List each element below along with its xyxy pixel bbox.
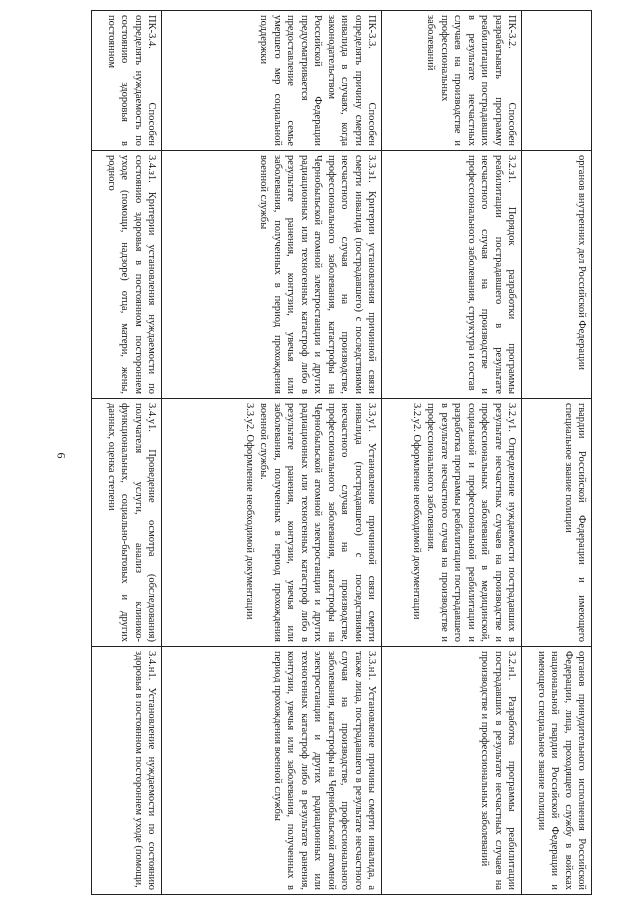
cell-text: органов принудительного исполнения Российской Федерации, лица, проходящего службу в войсках национальной гвардии Российской Федерации и имеющего специальное звание полиции	[535, 651, 587, 890]
cell-text: 3.3.н1. Установление причины смерти инвалида, а также лица, пострадавшего в результате несчастного случая на производстве, профессионального заболевания, катастрофы на Чернобыльской атомной электростанции и других радиационных или техногенных катастроф либо в результате ранения, контузии, увечья или заболевания, полученных в период прохождения военной службы	[271, 651, 377, 890]
cell-text: 3.4.н1. Установление нуждаемости по состоянию здоровья в постоянном постороннем уходе (помощи,	[132, 651, 157, 890]
knowledge-cell	[162, 151, 382, 399]
table-row	[382, 11, 522, 895]
cell-text: 3.2.н1. Разработка программы реабилитации пострадавших в результате несчастных случаев на производстве и профессиональных заболеваний	[479, 651, 517, 890]
cell-text: 3.4.у1. Проведение осмотра (обследования) получателя услуги, анализ клинико-функциональных, социально-бытовых и других данных, оценка степени	[105, 403, 157, 642]
competency-cell	[522, 11, 592, 151]
practice-cell	[382, 647, 522, 895]
cell-text: органов внутренних дел Российской Федерации	[576, 155, 587, 370]
table-row	[92, 11, 162, 895]
competency-table	[91, 10, 592, 895]
rotated-table-container	[92, 10, 592, 894]
skills-cell	[522, 399, 592, 647]
cell-text: 3.3.у2. Оформление необходимой документации	[244, 403, 256, 620]
cell-text: 3.4.з1. Критерии установления нуждаемости по состоянию здоровья в постоянном постороннем уходе (помощи, надзоре) отца, матери, жены, родного	[105, 155, 157, 394]
cell-text: 3.2.у1. Определение нуждаемости пострадавших в результате несчастных случаев на производстве и профессиональных заболеваний в медицинской, социальной и профессиональной реабилитации и разработка программы реабилитации пострадавшего в результате несчастного случая на производстве и профессионального заболевания.	[425, 403, 517, 642]
practice-cell	[162, 647, 382, 895]
table-row	[162, 11, 382, 895]
cell-text: гвардии Российской Федерации и имеющего специальное звание полиции	[562, 403, 587, 642]
skills-cell	[382, 399, 522, 647]
cell-text: 3.3.у1. Установление причинной связи смерти инвалида (пострадавшего) с последствиями несчастного случая на производстве, профессионального заболевания, катастрофы на Чернобыльской атомной электростанции и других радиационных или техногенных катастроф либо в результате ранения, контузии, увечья или заболевания, полученных в период прохождения военной службы.	[258, 403, 377, 642]
page-number: 6	[54, 452, 69, 459]
cell-text: 3.2.з1. Порядок разработки программы реабилитации пострадавшего в результате несчастного случая на производстве и профессионального заболевания, структура и состав	[465, 155, 517, 394]
cell-text: ПК-3.4. Способен определять нуждаемость по состоянию здоровья в постоянном	[105, 15, 157, 146]
competency-cell	[162, 11, 382, 151]
competency-cell	[92, 11, 162, 151]
table-row	[522, 11, 592, 895]
cell-text: 3.3.з1. Критерии установления причинной связи смерти инвалида (пострадавшего) с последствиями несчастного случая на производстве, профессионального заболевания, катастрофы на Чернобыльской атомной электростанции и других радиационных или техногенных катастроф либо в результате ранения, контузии, увечья или заболевания, полученных в период прохождения военной службы	[258, 155, 377, 394]
practice-cell	[522, 647, 592, 895]
skills-cell	[162, 399, 382, 647]
cell-text: ПК-3.3. Способен определять причину смерти инвалида в случаях, когда законодательством Российской Федерации предусматривается предоставление семье умершего мер социальной поддержки	[258, 15, 377, 146]
practice-cell	[92, 647, 162, 895]
knowledge-cell	[382, 151, 522, 399]
skills-cell	[92, 399, 162, 647]
cell-text: 3.2.у2. Оформление необходимой документации	[410, 403, 422, 620]
competency-cell	[382, 11, 522, 151]
cell-text: ПК-3.2. Способен разрабатывать программу реабилитации пострадавших в результате несчастных случаев на производстве и профессиональных заболеваний	[425, 15, 517, 146]
knowledge-cell	[92, 151, 162, 399]
knowledge-cell	[522, 151, 592, 399]
